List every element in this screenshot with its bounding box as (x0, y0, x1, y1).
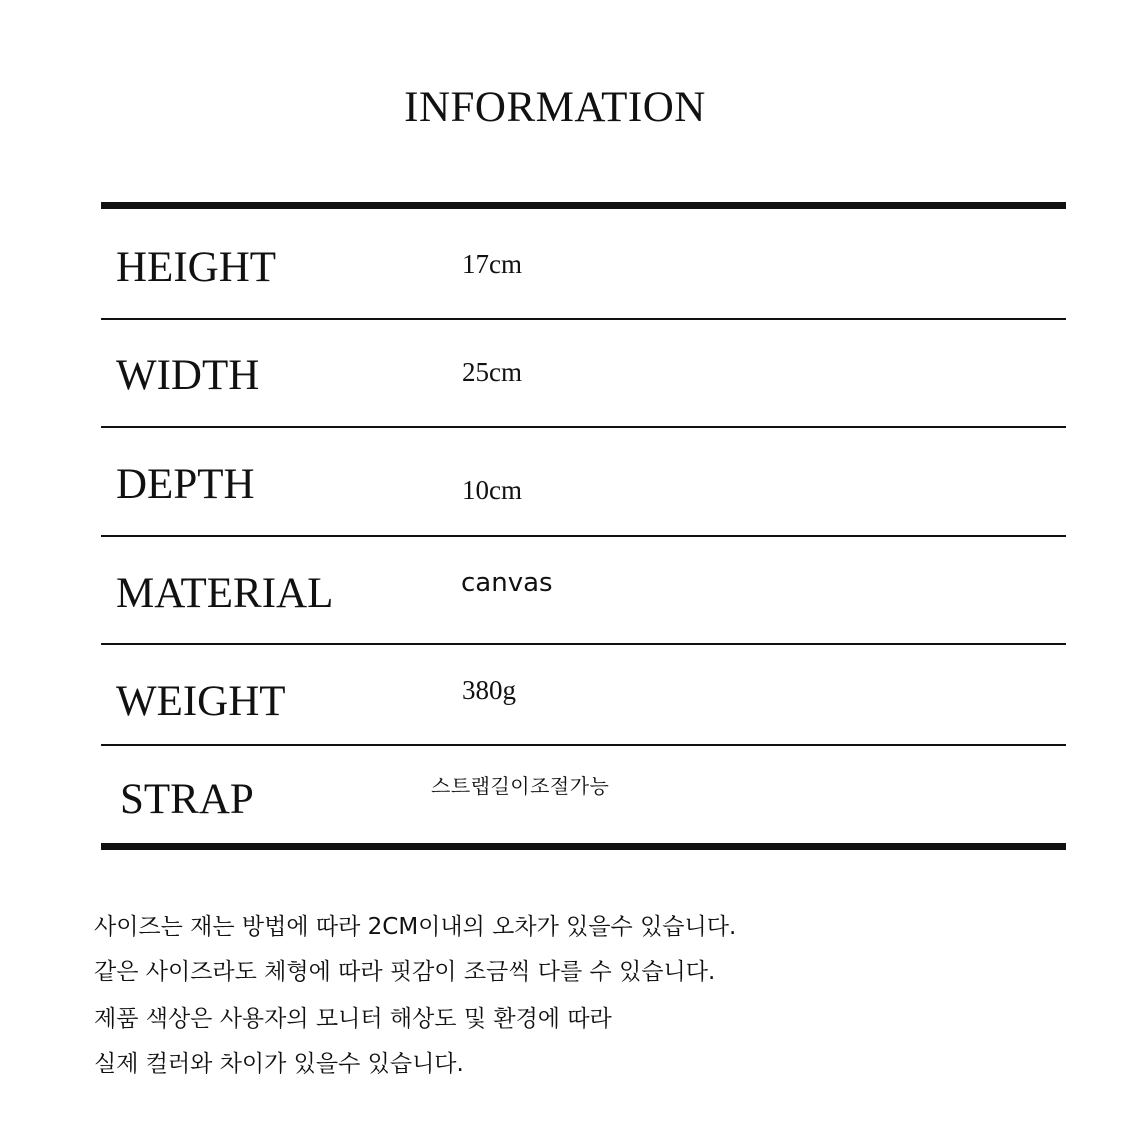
note-line: 사이즈는 재는 방법에 따라 2CM이내의 오차가 있을수 있습니다. (94, 914, 737, 940)
spec-label-strap: STRAP (120, 776, 254, 823)
row-divider (101, 318, 1066, 320)
table-bottom-rule (101, 843, 1066, 850)
spec-value-strap: 스트랩길이조절가능 (431, 774, 610, 798)
note-line: 같은 사이즈라도 체형에 따라 핏감이 조금씩 다를 수 있습니다. (94, 959, 716, 985)
note-line: 실제 컬러와 차이가 있을수 있습니다. (94, 1051, 464, 1077)
note-line: 제품 색상은 사용자의 모니터 해상도 및 환경에 따라 (94, 1006, 612, 1032)
page-title: INFORMATION (404, 84, 706, 131)
spec-label-material: MATERIAL (116, 570, 334, 617)
spec-label-width: WIDTH (116, 352, 260, 399)
row-divider (101, 535, 1066, 537)
spec-label-weight: WEIGHT (116, 678, 286, 725)
row-divider (101, 426, 1066, 428)
table-top-rule (101, 202, 1066, 209)
spec-value-weight: 380g (462, 675, 516, 705)
row-divider (101, 643, 1066, 645)
spec-label-depth: DEPTH (116, 461, 255, 508)
spec-value-height: 17cm (462, 249, 522, 279)
row-divider (101, 744, 1066, 746)
spec-label-height: HEIGHT (116, 244, 277, 291)
spec-value-width: 25cm (462, 357, 522, 387)
spec-value-material: canvas (461, 568, 553, 598)
spec-value-depth: 10cm (462, 475, 522, 505)
